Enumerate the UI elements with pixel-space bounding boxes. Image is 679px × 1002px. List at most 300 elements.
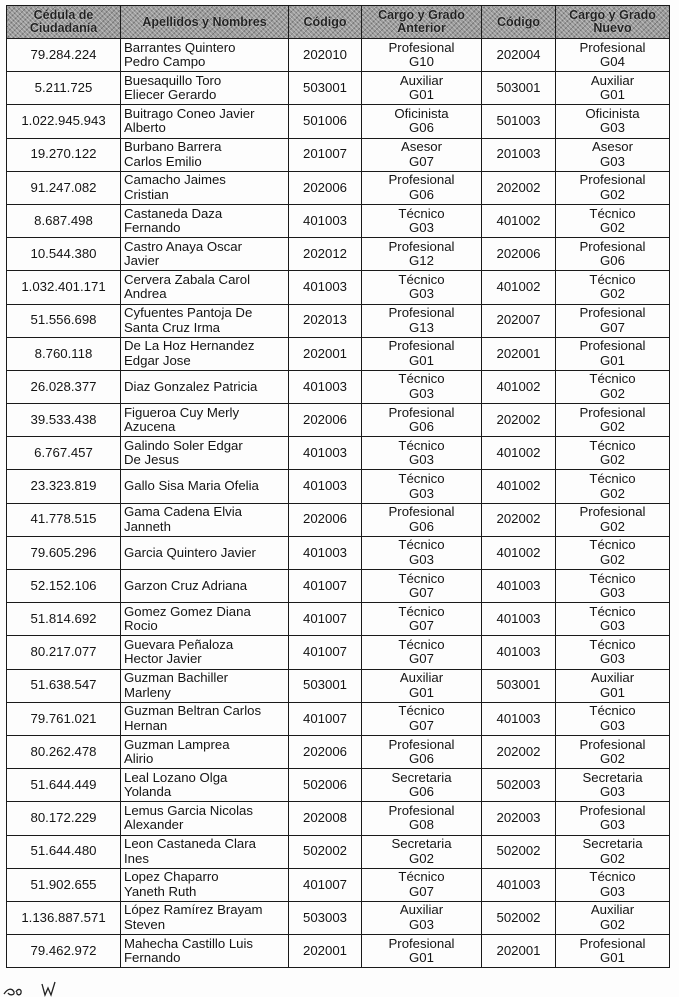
cargo-nuevo: Técnico — [589, 537, 636, 553]
codigo-anterior-cell — [289, 105, 362, 138]
table-row — [7, 238, 670, 271]
codigo-nuevo-cell — [482, 404, 556, 437]
cargo-grado-nuevo-cell — [556, 39, 670, 72]
cedula-cell — [7, 238, 121, 271]
nombre-line-2: Pedro Campo — [124, 54, 206, 70]
header-codigo-anterior: Código — [289, 6, 362, 39]
codigo-nuevo-value: 202007 — [496, 312, 541, 328]
cargo-grado-anterior-cell — [362, 835, 482, 868]
codigo-nuevo-cell — [482, 702, 556, 735]
nombre-cell — [121, 138, 289, 171]
cargo-grado-anterior-cell — [362, 171, 482, 204]
cargo-grado-anterior-cell — [362, 105, 482, 138]
codigo-anterior-value: 503003 — [302, 909, 347, 925]
cargo-anterior: Profesional — [388, 39, 455, 55]
cargo-nuevo: Técnico — [589, 570, 636, 586]
grado-anterior: G06 — [409, 186, 434, 202]
table-row — [7, 901, 670, 934]
codigo-anterior-value: 502002 — [302, 843, 347, 859]
cargo-grado-nuevo-cell — [556, 404, 670, 437]
nombre-cell — [121, 901, 289, 934]
nombre-cell — [121, 536, 289, 569]
handwritten-initials-icon — [2, 980, 72, 997]
cargo-nuevo: Técnico — [589, 703, 636, 719]
codigo-nuevo-value: 401003 — [496, 710, 541, 726]
grado-nuevo: G02 — [600, 485, 625, 501]
codigo-nuevo-value: 401002 — [496, 544, 541, 560]
table-row — [7, 404, 670, 437]
codigo-nuevo-value: 401002 — [496, 378, 541, 394]
table-row — [7, 204, 670, 237]
table-row — [7, 304, 670, 337]
codigo-anterior-cell — [289, 503, 362, 536]
table-row — [7, 437, 670, 470]
nombre-line-1: Guevara Peñaloza — [124, 636, 234, 652]
cargo-nuevo: Asesor — [591, 139, 634, 155]
cargo-nuevo: Profesional — [579, 935, 646, 951]
codigo-nuevo-cell — [482, 39, 556, 72]
grado-nuevo: G03 — [600, 120, 625, 136]
cedula-cell — [7, 470, 121, 503]
table-row — [7, 935, 670, 968]
cargo-anterior: Profesional — [388, 802, 455, 818]
nombre-cell — [121, 238, 289, 271]
nombre-line-1: Guzman Beltran Carlos — [124, 703, 262, 719]
nombre-line-2: Yaneth Ruth — [124, 883, 197, 899]
nombre-cell — [121, 404, 289, 437]
cargo-grado-nuevo-cell — [556, 802, 670, 835]
cargo-anterior: Técnico — [398, 603, 445, 619]
nombre-line-1: Leal Lozano Olga — [124, 769, 228, 785]
cedula-cell — [7, 437, 121, 470]
cargo-grado-nuevo-cell — [556, 769, 670, 802]
cargo-nuevo: Profesional — [579, 338, 646, 354]
cargo-grado-nuevo-cell — [556, 868, 670, 901]
grado-anterior: G07 — [409, 883, 434, 899]
nombre-line-1: Barrantes Quintero — [124, 39, 236, 55]
cedula-cell — [7, 271, 121, 304]
codigo-nuevo-value: 202002 — [496, 511, 541, 527]
grado-anterior: G03 — [409, 485, 434, 501]
table-row — [7, 105, 670, 138]
codigo-nuevo-cell — [482, 171, 556, 204]
cargo-grado-nuevo-cell — [556, 304, 670, 337]
nombre-line-2: Rocio — [124, 618, 158, 634]
cedula-cell — [7, 669, 121, 702]
nombre-line-1: Lemus Garcia Nicolas — [124, 802, 253, 818]
nombre-line-2: Steven — [124, 916, 166, 932]
nombre-line-2: Yolanda — [124, 784, 172, 800]
table-row — [7, 171, 670, 204]
cargo-anterior: Auxiliar — [399, 902, 444, 918]
codigo-anterior-value: 401003 — [302, 478, 347, 494]
nombre-line-1: Figueroa Cuy Merly — [124, 404, 240, 420]
codigo-nuevo-value: 202003 — [496, 810, 541, 826]
codigo-nuevo-cell — [482, 769, 556, 802]
nombre-line-1: Castaneda Daza — [124, 205, 223, 221]
codigo-nuevo-cell — [482, 901, 556, 934]
cargo-grado-nuevo-cell — [556, 138, 670, 171]
codigo-nuevo-value: 202001 — [496, 345, 541, 361]
cargo-anterior: Profesional — [388, 305, 455, 321]
cedula-value: 79.284.224 — [30, 46, 97, 62]
nombre-line-2: Alirio — [124, 751, 154, 767]
cedula-cell — [7, 337, 121, 370]
nombre-line-1: Buitrago Coneo Javier — [124, 105, 255, 121]
table-row — [7, 570, 670, 603]
codigo-nuevo-cell — [482, 370, 556, 403]
nombre-line-1: Cervera Zabala Carol — [124, 271, 251, 287]
grado-anterior: G07 — [409, 717, 434, 733]
nombre-line-2: Fernando — [124, 220, 181, 236]
cargo-nuevo: Profesional — [579, 504, 646, 520]
cedula-value: 5.211.725 — [34, 80, 93, 96]
cargo-anterior: Profesional — [388, 736, 455, 752]
grado-anterior: G01 — [409, 684, 434, 700]
codigo-anterior-value: 202008 — [302, 810, 347, 826]
cargo-nuevo: Profesional — [579, 39, 646, 55]
grado-anterior: G06 — [409, 518, 434, 534]
codigo-anterior-cell — [289, 171, 362, 204]
cedula-cell — [7, 304, 121, 337]
cargo-anterior: Oficinista — [394, 105, 449, 121]
cargo-anterior: Secretaria — [391, 836, 452, 852]
cedula-value: 26.028.377 — [30, 378, 97, 394]
codigo-nuevo-value: 202001 — [496, 942, 541, 958]
codigo-nuevo-cell — [482, 204, 556, 237]
cargo-nuevo: Profesional — [579, 736, 646, 752]
grado-anterior: G10 — [409, 54, 434, 70]
nombre-cell — [121, 304, 289, 337]
cargo-anterior: Técnico — [398, 537, 445, 553]
cargo-grado-nuevo-cell — [556, 370, 670, 403]
cargo-anterior: Técnico — [398, 636, 445, 652]
codigo-anterior-cell — [289, 901, 362, 934]
codigo-anterior-value: 202013 — [302, 312, 347, 328]
grado-nuevo: G02 — [600, 452, 625, 468]
codigo-nuevo-value: 202002 — [496, 743, 541, 759]
cargo-grado-nuevo-cell — [556, 835, 670, 868]
grado-anterior: G08 — [409, 817, 434, 833]
cargo-anterior: Profesional — [388, 404, 455, 420]
cargo-grado-nuevo-cell — [556, 669, 670, 702]
codigo-nuevo-value: 401003 — [496, 577, 541, 593]
table-row — [7, 735, 670, 768]
cedula-cell — [7, 536, 121, 569]
grado-nuevo: G02 — [600, 751, 625, 767]
codigo-anterior-value: 401007 — [302, 611, 347, 627]
codigo-anterior-cell — [289, 536, 362, 569]
cedula-cell — [7, 105, 121, 138]
nombre-line-1: Lopez Chaparro — [124, 869, 219, 885]
nombre-cell — [121, 636, 289, 669]
cargo-grado-anterior-cell — [362, 204, 482, 237]
codigo-nuevo-value: 502003 — [496, 776, 541, 792]
nombre-line-1: Garcia Quintero Javier — [124, 544, 256, 560]
nombre-line-1: Mahecha Castillo Luis — [124, 935, 254, 951]
table-row — [7, 503, 670, 536]
grado-anterior: G03 — [409, 551, 434, 567]
cargo-nuevo: Técnico — [589, 471, 636, 487]
cargo-grado-nuevo-cell — [556, 470, 670, 503]
codigo-nuevo-value: 502002 — [496, 909, 541, 925]
nombre-line-2: Fernando — [124, 950, 181, 966]
codigo-nuevo-value: 401003 — [496, 644, 541, 660]
nombre-line-2: Hector Javier — [124, 651, 202, 667]
codigo-nuevo-value: 401002 — [496, 212, 541, 228]
codigo-nuevo-cell — [482, 337, 556, 370]
codigo-nuevo-cell — [482, 138, 556, 171]
cargo-grado-anterior-cell — [362, 470, 482, 503]
codigo-anterior-cell — [289, 935, 362, 968]
grado-anterior: G12 — [409, 253, 434, 269]
header-cargo-grado-anterior: Cargo y Grado Anterior — [362, 6, 482, 39]
nombre-cell — [121, 735, 289, 768]
cargo-grado-nuevo-cell — [556, 636, 670, 669]
cedula-value: 51.814.692 — [30, 611, 97, 627]
table-row — [7, 603, 670, 636]
codigo-nuevo-cell — [482, 570, 556, 603]
codigo-anterior-value: 401007 — [302, 577, 347, 593]
cedula-value: 80.217.077 — [30, 644, 97, 660]
grado-nuevo: G02 — [600, 916, 625, 932]
grado-nuevo: G02 — [600, 220, 625, 236]
cedula-cell — [7, 570, 121, 603]
nombre-cell — [121, 503, 289, 536]
cargo-grado-anterior-cell — [362, 901, 482, 934]
grado-nuevo: G03 — [600, 883, 625, 899]
grado-nuevo: G03 — [600, 817, 625, 833]
cargo-grado-anterior-cell — [362, 802, 482, 835]
codigo-anterior-cell — [289, 238, 362, 271]
cargo-grado-nuevo-cell — [556, 603, 670, 636]
cargo-grado-anterior-cell — [362, 39, 482, 72]
cargo-grado-anterior-cell — [362, 935, 482, 968]
codigo-nuevo-cell — [482, 271, 556, 304]
codigo-nuevo-cell — [482, 802, 556, 835]
codigo-anterior-cell — [289, 337, 362, 370]
cargo-grado-nuevo-cell — [556, 105, 670, 138]
codigo-anterior-cell — [289, 271, 362, 304]
header-apellidos-nombres: Apellidos y Nombres — [121, 6, 289, 39]
cargo-grado-anterior-cell — [362, 72, 482, 105]
cargo-anterior: Técnico — [398, 570, 445, 586]
header-cargo-grado-nuevo: Cargo y Grado Nuevo — [556, 6, 670, 39]
cedula-value: 1.032.401.171 — [21, 279, 106, 295]
codigo-nuevo-value: 202002 — [496, 411, 541, 427]
cargo-anterior: Auxiliar — [399, 670, 444, 686]
cedula-value: 23.323.819 — [30, 478, 97, 494]
grado-anterior: G06 — [409, 120, 434, 136]
codigo-anterior-value: 202006 — [302, 511, 347, 527]
codigo-anterior-cell — [289, 702, 362, 735]
codigo-nuevo-value: 401003 — [496, 876, 541, 892]
cargo-nuevo: Profesional — [579, 404, 646, 420]
table-header-row — [7, 6, 670, 39]
cedula-value: 1.022.945.943 — [21, 113, 106, 129]
cargo-nuevo: Profesional — [579, 238, 646, 254]
cedula-value: 80.172.229 — [30, 810, 97, 826]
table-row — [7, 370, 670, 403]
cargo-grado-nuevo-cell — [556, 570, 670, 603]
nombre-line-1: Guzman Bachiller — [124, 670, 229, 686]
nombre-cell — [121, 669, 289, 702]
cedula-cell — [7, 204, 121, 237]
nombre-line-1: Camacho Jaimes — [124, 172, 226, 188]
grado-anterior: G07 — [409, 618, 434, 634]
codigo-anterior-value: 401007 — [302, 644, 347, 660]
grado-anterior: G06 — [409, 751, 434, 767]
codigo-nuevo-cell — [482, 470, 556, 503]
cargo-anterior: Profesional — [388, 935, 455, 951]
nombre-line-1: Gama Cadena Elvia — [124, 504, 243, 520]
cargo-grado-anterior-cell — [362, 669, 482, 702]
cargo-grado-anterior-cell — [362, 138, 482, 171]
nombre-line-1: Burbano Barrera — [124, 139, 222, 155]
table-row — [7, 669, 670, 702]
codigo-nuevo-cell — [482, 437, 556, 470]
nombre-line-1: Guzman Lamprea — [124, 736, 230, 752]
cedula-cell — [7, 769, 121, 802]
cargo-grado-nuevo-cell — [556, 171, 670, 204]
cargo-grado-anterior-cell — [362, 337, 482, 370]
signature — [2, 980, 72, 997]
codigo-anterior-value: 401007 — [302, 876, 347, 892]
codigo-anterior-cell — [289, 636, 362, 669]
grado-nuevo: G02 — [600, 385, 625, 401]
codigo-anterior-cell — [289, 669, 362, 702]
codigo-nuevo-value: 501003 — [496, 113, 541, 129]
cedula-cell — [7, 868, 121, 901]
codigo-anterior-value: 401003 — [302, 378, 347, 394]
table-row — [7, 702, 670, 735]
cargo-nuevo: Oficinista — [585, 105, 640, 121]
codigo-anterior-cell — [289, 204, 362, 237]
grado-anterior: G01 — [409, 87, 434, 103]
cedula-cell — [7, 404, 121, 437]
codigo-anterior-cell — [289, 603, 362, 636]
codigo-anterior-value: 202006 — [302, 743, 347, 759]
cargo-grado-nuevo-cell — [556, 271, 670, 304]
nombre-line-1: Buesaquillo Toro — [124, 72, 222, 88]
codigo-nuevo-cell — [482, 735, 556, 768]
nombre-line-1: De La Hoz Hernandez — [124, 338, 255, 354]
nombre-cell — [121, 702, 289, 735]
nombre-line-2: Janneth — [124, 518, 171, 534]
cargo-nuevo: Profesional — [579, 305, 646, 321]
cargo-anterior: Auxiliar — [399, 72, 444, 88]
nombre-cell — [121, 570, 289, 603]
cedula-value: 41.778.515 — [30, 511, 97, 527]
grado-nuevo: G03 — [600, 717, 625, 733]
cedula-cell — [7, 39, 121, 72]
grado-anterior: G01 — [409, 950, 434, 966]
cargo-nuevo: Técnico — [589, 271, 636, 287]
nombre-line-2: Carlos Emilio — [124, 153, 202, 169]
cargo-grado-nuevo-cell — [556, 702, 670, 735]
grado-anterior: G01 — [409, 352, 434, 368]
cargo-anterior: Técnico — [398, 271, 445, 287]
codigo-nuevo-cell — [482, 238, 556, 271]
grado-nuevo: G02 — [600, 419, 625, 435]
cargo-grado-anterior-cell — [362, 636, 482, 669]
nombre-line-2: Santa Cruz Irma — [124, 319, 221, 335]
cargo-anterior: Técnico — [398, 703, 445, 719]
nombre-line-1: Leon Castaneda Clara — [124, 836, 256, 852]
nombre-cell — [121, 271, 289, 304]
codigo-anterior-cell — [289, 835, 362, 868]
nombre-line-2: Edgar Jose — [124, 352, 191, 368]
cedula-value: 79.462.972 — [30, 942, 97, 958]
grado-anterior: G03 — [409, 916, 434, 932]
codigo-nuevo-cell — [482, 669, 556, 702]
cedula-value: 91.247.082 — [30, 179, 97, 195]
codigo-nuevo-cell — [482, 72, 556, 105]
grado-anterior: G13 — [409, 319, 434, 335]
codigo-anterior-value: 401003 — [302, 212, 347, 228]
table-body — [7, 39, 670, 968]
grado-nuevo: G07 — [600, 319, 625, 335]
cargo-grado-anterior-cell — [362, 868, 482, 901]
cedula-value: 51.638.547 — [30, 677, 97, 693]
codigo-anterior-value: 401007 — [302, 710, 347, 726]
table-row — [7, 769, 670, 802]
cargo-grado-nuevo-cell — [556, 238, 670, 271]
nombre-line-2: Cristian — [124, 186, 169, 202]
cedula-value: 51.556.698 — [30, 312, 97, 328]
grado-anterior: G03 — [409, 385, 434, 401]
codigo-nuevo-cell — [482, 868, 556, 901]
cargo-anterior: Profesional — [388, 504, 455, 520]
nombre-line-2: Marleny — [124, 684, 171, 700]
nombre-cell — [121, 72, 289, 105]
cargo-grado-anterior-cell — [362, 702, 482, 735]
grado-anterior: G03 — [409, 220, 434, 236]
cedula-cell — [7, 72, 121, 105]
cedula-cell — [7, 802, 121, 835]
codigo-anterior-cell — [289, 404, 362, 437]
nombre-line-1: López Ramírez Brayam — [124, 902, 263, 918]
codigo-nuevo-value: 503001 — [496, 80, 541, 96]
codigo-anterior-value: 202001 — [302, 345, 347, 361]
cedula-value: 79.605.296 — [30, 544, 97, 560]
cargo-nuevo: Técnico — [589, 437, 636, 453]
grado-nuevo: G01 — [600, 352, 625, 368]
cedula-value: 39.533.438 — [30, 411, 97, 427]
cargo-anterior: Asesor — [400, 139, 443, 155]
table-row — [7, 536, 670, 569]
nombre-cell — [121, 370, 289, 403]
codigo-anterior-value: 202006 — [302, 411, 347, 427]
cargo-grado-anterior-cell — [362, 437, 482, 470]
nombre-cell — [121, 105, 289, 138]
nombre-line-1: Garzon Cruz Adriana — [124, 577, 248, 593]
nombre-line-2: Alberto — [124, 120, 166, 136]
nombre-cell — [121, 39, 289, 72]
table-row — [7, 271, 670, 304]
cargo-anterior: Técnico — [398, 371, 445, 387]
cedula-value: 10.544.380 — [30, 245, 97, 261]
nombre-cell — [121, 437, 289, 470]
codigo-anterior-cell — [289, 570, 362, 603]
grado-anterior: G02 — [409, 850, 434, 866]
table-row — [7, 138, 670, 171]
codigo-nuevo-cell — [482, 304, 556, 337]
cargo-grado-anterior-cell — [362, 735, 482, 768]
grado-anterior: G07 — [409, 153, 434, 169]
cedula-cell — [7, 636, 121, 669]
grado-nuevo: G03 — [600, 784, 625, 800]
